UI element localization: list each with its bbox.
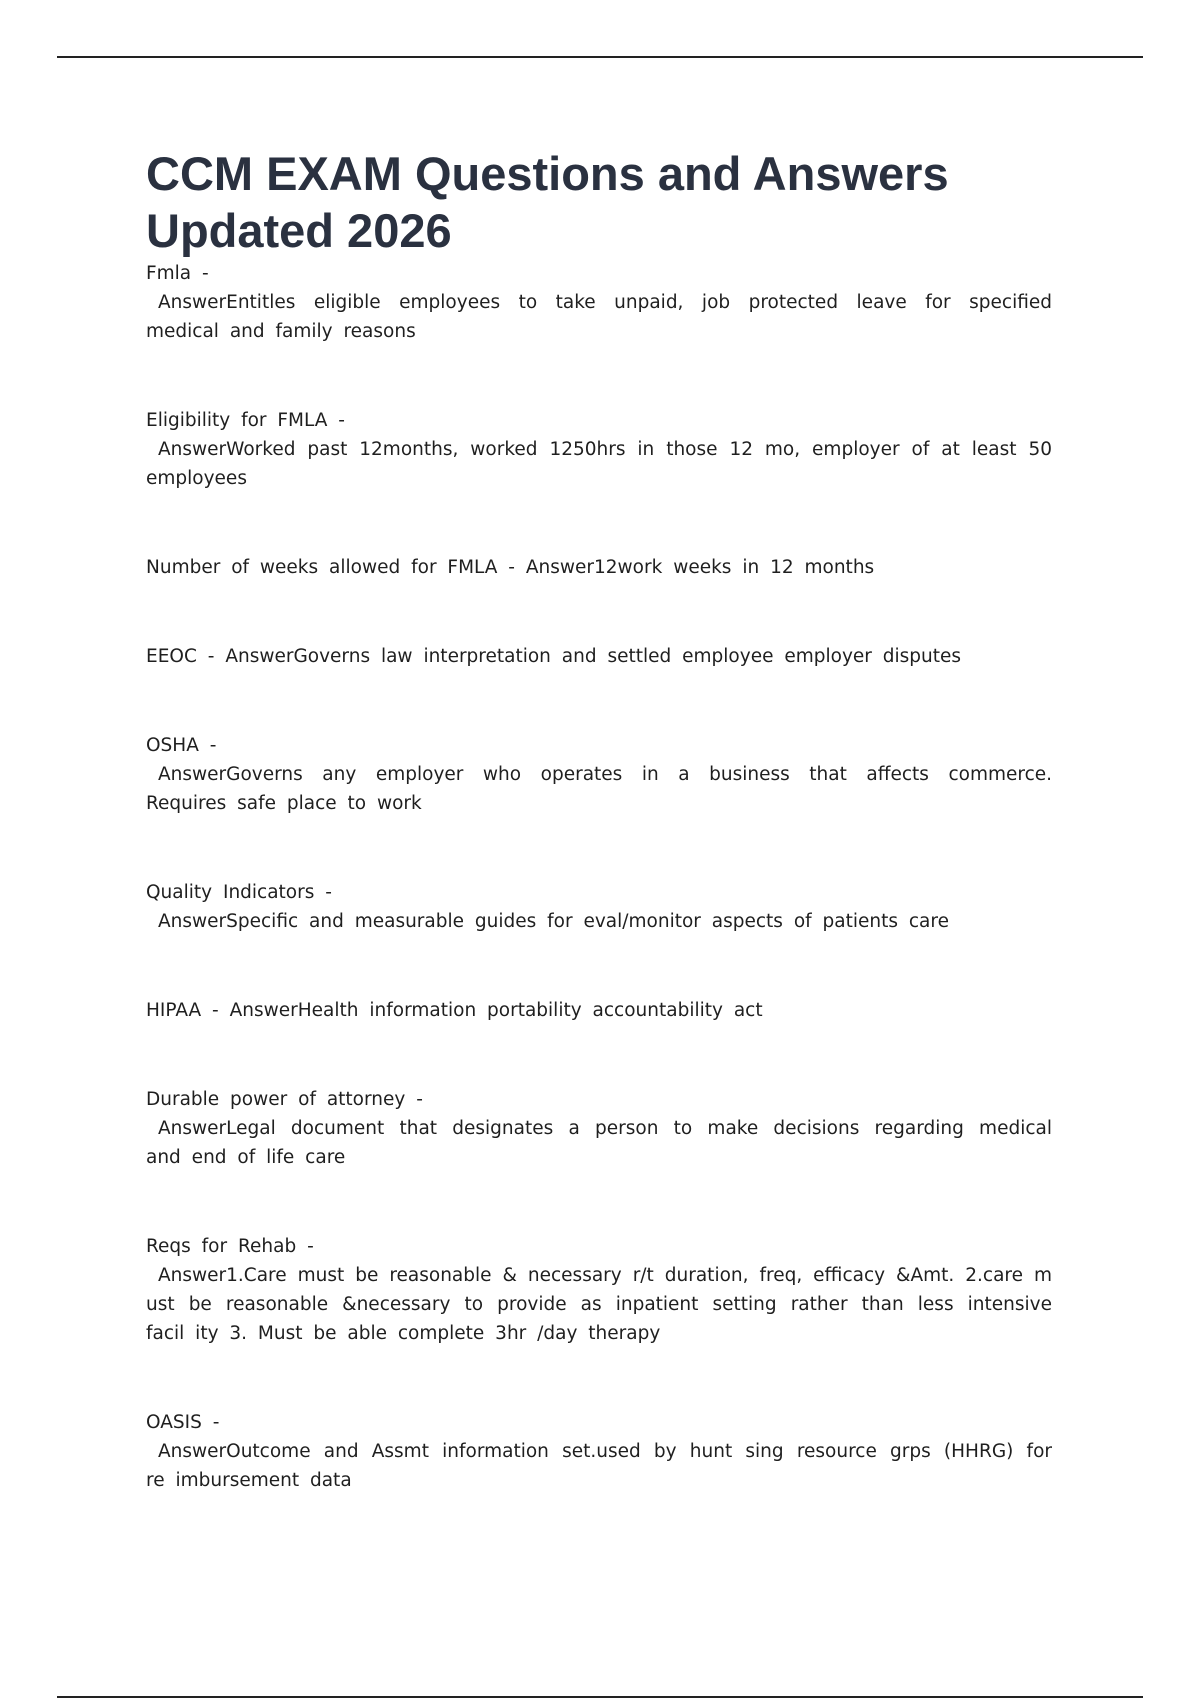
qa-answer: Answer12work weeks in 12 months [525, 557, 875, 578]
document-body [146, 145, 1052, 1495]
qa-list [146, 259, 1052, 1495]
qa-answer: AnswerHealth information portability accountability act [229, 1000, 763, 1021]
qa-term: Reqs for Rehab - [146, 1236, 314, 1257]
qa-term: Quality Indicators - [146, 882, 332, 903]
qa-item-eeoc [146, 642, 1052, 671]
qa-item-durable-poa [146, 1085, 1052, 1172]
qa-term: EEOC - [146, 646, 215, 667]
title-line-2: Updated 2026 [146, 204, 452, 257]
qa-answer: Answer1.Care must be reasonable & necessary r/t duration, freq, efficacy &Amt. 2.care m ust be reasonable &necessary to provide as inpatient setting rather than less intensive facil ity 3. Must be able complete 3hr /day therapy [146, 1265, 1052, 1344]
qa-term: Number of weeks allowed for FMLA - [146, 557, 515, 578]
qa-item-fmla-eligibility [146, 406, 1052, 493]
qa-term: OASIS - [146, 1412, 220, 1433]
qa-answer: AnswerEntitles eligible employees to take unpaid, job protected leave for specified medical and family reasons [146, 292, 1052, 342]
qa-item-quality-indicators [146, 878, 1052, 936]
qa-answer: AnswerSpecific and measurable guides for eval/monitor aspects of patients care [158, 911, 949, 932]
title-line-1: CCM EXAM Questions and Answers [146, 147, 949, 200]
qa-term: OSHA - [146, 735, 217, 756]
qa-item-hipaa [146, 996, 1052, 1025]
qa-term: Durable power of attorney - [146, 1089, 423, 1110]
qa-item-osha [146, 731, 1052, 818]
qa-term: Fmla - [146, 263, 209, 284]
qa-answer: AnswerOutcome and Assmt information set.used by hunt sing resource grps (HHRG) for re imbursement data [146, 1441, 1052, 1491]
qa-item-oasis [146, 1408, 1052, 1495]
qa-answer: AnswerGoverns law interpretation and settled employee employer disputes [225, 646, 962, 667]
qa-answer: AnswerGoverns any employer who operates in a business that affects commerce. Requires safe place to work [146, 764, 1052, 814]
bottom-rule [57, 1696, 1143, 1698]
qa-answer: AnswerWorked past 12months, worked 1250hrs in those 12 mo, employer of at least 50 employees [146, 439, 1052, 489]
qa-item-fmla [146, 259, 1052, 346]
qa-item-fmla-weeks [146, 553, 1052, 582]
top-rule [57, 56, 1143, 58]
qa-term: HIPAA - [146, 1000, 219, 1021]
document-title [146, 145, 1052, 259]
qa-item-rehab-reqs [146, 1232, 1052, 1348]
qa-term: Eligibility for FMLA - [146, 410, 345, 431]
qa-answer: AnswerLegal document that designates a person to make decisions regarding medical and end of life care [146, 1118, 1052, 1168]
